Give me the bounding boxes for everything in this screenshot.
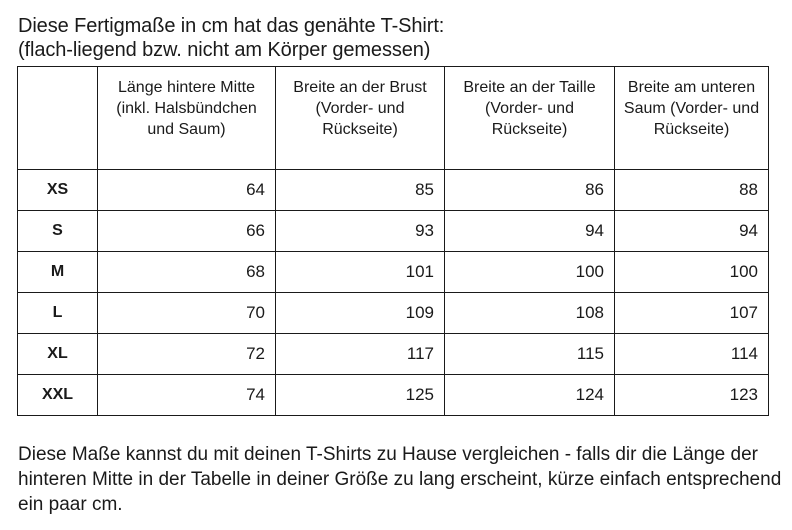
intro-text [18,14,778,62]
table-cell: 117 [276,334,445,375]
size-label: XL [18,334,98,375]
table-cell: 94 [445,211,615,252]
table-cell: 70 [98,293,276,334]
table-cell: 123 [615,375,769,416]
table-header-row [18,67,769,170]
size-table [17,66,769,416]
outro-text: Diese Maße kannst du mit deinen T-Shirts zu Hause vergleichen - falls dir die Länge der hinteren Mitte in der Tabelle in deiner Größe zu lang erscheint, kürze einfach entsprechend ein paar cm. [18,444,782,515]
table-cell: 100 [615,252,769,293]
table-row [18,211,769,252]
table-row [18,334,769,375]
table-cell: 74 [98,375,276,416]
table-cell: 114 [615,334,769,375]
table-cell: 66 [98,211,276,252]
header-length-back-center: Länge hintere Mitte (inkl. Halsbündchen und Saum) [98,67,276,170]
header-corner [18,67,98,170]
table-cell: 109 [276,293,445,334]
size-label: M [18,252,98,293]
table-cell: 68 [98,252,276,293]
table-cell: 124 [445,375,615,416]
table-cell: 93 [276,211,445,252]
size-label: S [18,211,98,252]
table-cell: 100 [445,252,615,293]
size-label: XXL [18,375,98,416]
table-cell: 88 [615,170,769,211]
table-cell: 94 [615,211,769,252]
header-chest-width: Breite an der Brust (Vorder- und Rückseite) [276,67,445,170]
table-cell: 108 [445,293,615,334]
table-cell: 86 [445,170,615,211]
table-cell: 64 [98,170,276,211]
table-row [18,252,769,293]
table-row [18,170,769,211]
header-hem-width: Breite am unteren Saum (Vorder- und Rückseite) [615,67,769,170]
table-cell: 125 [276,375,445,416]
table-cell: 107 [615,293,769,334]
table-cell: 72 [98,334,276,375]
size-label: L [18,293,98,334]
header-waist-width: Breite an der Taille (Vorder- und Rückseite) [445,67,615,170]
table-row [18,375,769,416]
table-cell: 85 [276,170,445,211]
intro-line-1: Diese Fertigmaße in cm hat das genähte T-Shirt: [18,15,445,37]
table-cell: 101 [276,252,445,293]
size-label: XS [18,170,98,211]
intro-line-2: (flach-liegend bzw. nicht am Körper gemessen) [18,39,431,61]
table-row [18,293,769,334]
table-cell: 115 [445,334,615,375]
